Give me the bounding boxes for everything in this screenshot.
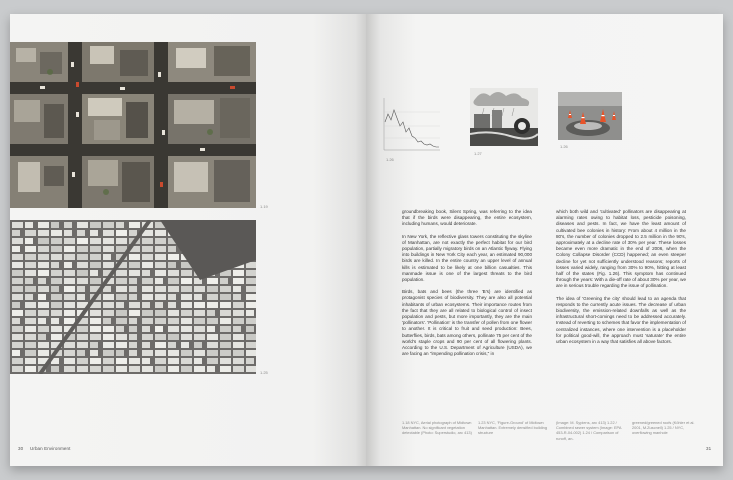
aerial-photo-manhattan bbox=[10, 42, 256, 208]
ground-caption-number: 1.25 bbox=[260, 370, 268, 375]
diagram-caption-number: 1.27 bbox=[474, 151, 482, 156]
book-spread bbox=[10, 14, 723, 466]
folio-number-right: 31 bbox=[706, 446, 712, 451]
folio-title-left: Urban Environment bbox=[30, 446, 71, 451]
footnote: 1.23 NYC, 'Figure-Ground' of Midtown Manhattan. Extremely densified building structure bbox=[478, 420, 547, 436]
manhole-photo bbox=[558, 92, 622, 140]
paragraph: Birds, bats and bees (the three 'B's) are identified as protagonist species of biodiversity. They are also all potential inhabitants of urban ecosystems. Their importance routes from the fact that they are all related to biological control of insect population and pests, but more importantly, they are the main 'pollinators'. 'Pollination' is the transfer of pollen from one flower to another. It is critical to fruit and seed production: Bees, butterflies, birds, bats among others, pollinate 75 per cent of the world's staple crops and 90 per cent of all flowering plants. According to the U.S. Department of Agriculture (USDA), we are facing an "impending pollination crisis," in bbox=[402, 289, 532, 357]
photo-caption-number: 1.26 bbox=[560, 144, 568, 149]
paragraph: In New York, the reflective glass towers constituting the skyline of Manhattan, are not exactly the perfect habitat for our bird population, partially migratory birds on an Atlantic flyway. Flying into buildings in New York City each year, an estimated 90,000 birds are killed. In the entire country an upper level of annual kills is estimated to be likely at one billion casualties. This manmade issue is one of the largest threats to the bird population. bbox=[402, 233, 532, 283]
paragraph: The idea of 'Greening the city' should lead to an agenda that responds to the currently acute issues. The decrease of urban biodiversity, the emission-related downfalls as well as the infrastructural short-comings need to be addressed accurately. Instead of reverting to schemes that favor the implementation of centralized instances, where one intervention is a placeholder for political good-will, the approach must 'saturate' the entire urban ecosystem in a way that satisfies all above factors. bbox=[556, 295, 686, 345]
paragraph: which both wild and 'cultivated' pollinators are disappearing at alarming rates owing to habitat loss, pesticide poisoning, diseases and pests. In fact, we have the least amount of cultivated bee colonies in history: From about 4 million in the 80's, the number of colonies dropped to 2.5 million in the 90's, approximately at a decline rate of 30% per year. These losses became even more dramatic in the end of 2006, when the Colony Collapse Disorder (CCD) happened; an even steeper decline for yet not sufficiently understood reasons; reports of losses varied widely, ranging from 30% to 90%, hitting at least half of the states (Fig. 1.26). This symptom has continued through the years: With a die-off rate of about 30% per year, we are in serious trouble regarding the issue of pollination. bbox=[556, 209, 686, 289]
right-page bbox=[366, 14, 723, 466]
chart-caption-number: 1.26 bbox=[386, 157, 394, 162]
folio-number-left: 30 bbox=[18, 446, 24, 451]
aerial-caption-number: 1.19 bbox=[260, 204, 268, 209]
text-column-right bbox=[556, 209, 686, 351]
text-column-left bbox=[402, 209, 532, 363]
paragraph: groundbreaking book, Silent Spring, was referring to the idea that if the birds were disappearing, the entire ecosystem, including humans, would deteriorate. bbox=[402, 209, 532, 227]
left-page bbox=[10, 14, 366, 466]
bee-colony-chart bbox=[380, 92, 442, 154]
footnote: 1.18 NYC, Aerial photograph of Midtown Manhattan. No significant vegetation detectable (Photo: Superstudio, arc 413) bbox=[402, 420, 472, 436]
footnote: greened/greened roofs (Köhler et al. 2001, M.Zuscnell) 1.25 / NYC, overflowing manhole bbox=[632, 420, 695, 436]
figure-ground-photo bbox=[10, 220, 256, 374]
footnote: (Image: M. Sypiens, arc 413) 1.22 / Combined sewer system (Image: EPA 453-R-04-002) 1.24 / Comparison of runoff, an- bbox=[556, 420, 622, 441]
sewer-system-diagram bbox=[470, 88, 538, 146]
